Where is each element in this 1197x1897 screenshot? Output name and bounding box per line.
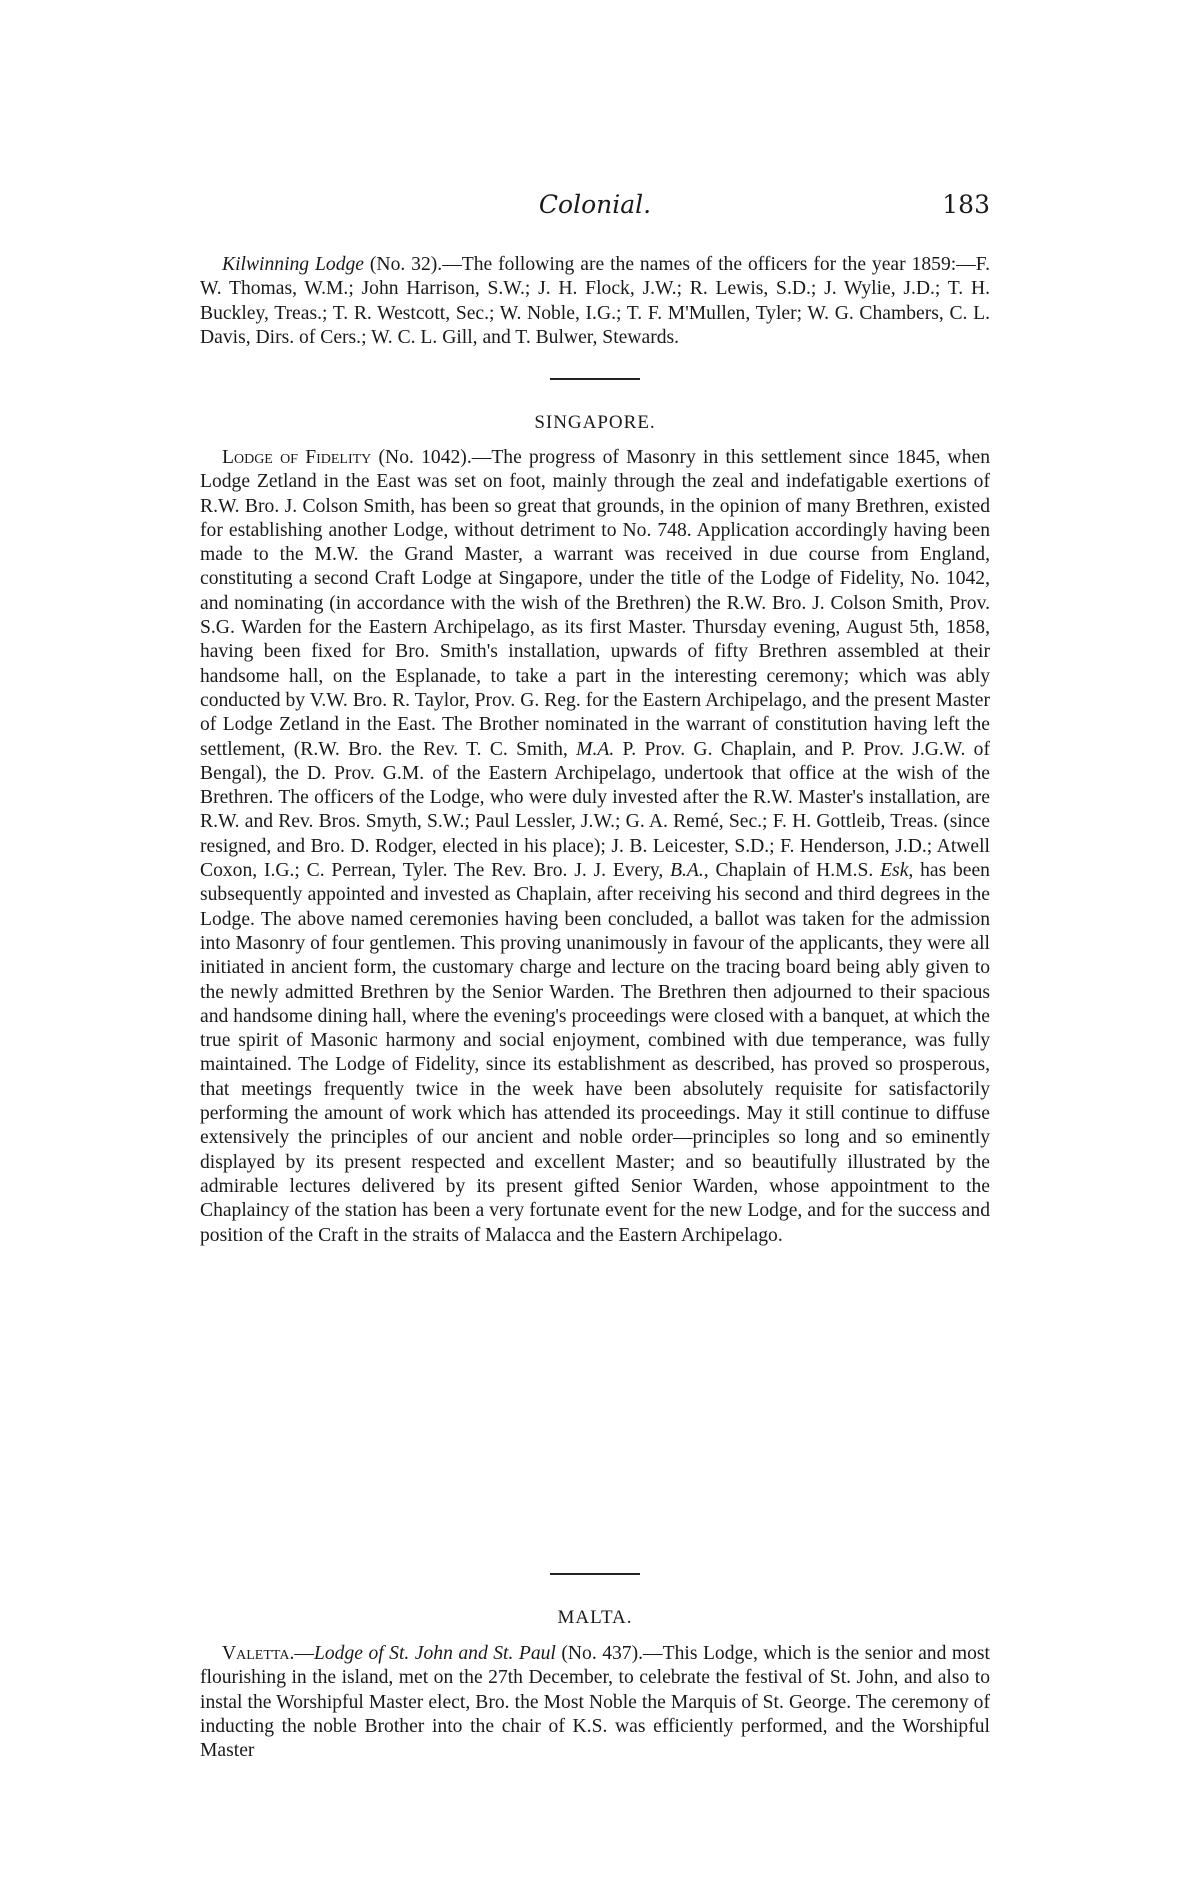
ship-name: Esk [880, 860, 909, 882]
malta-text: (No. 437).—This Lodge, which is the senior and most flourishing in the island, met on the 27th December, to celebrate the festival of St. John, and also to instal the Worshipful Master elect, Bro. the Most Noble the Marquis of St. George. The ceremony of inducting the noble Brother into the chair of K.S. was efficiently performed, and the Worshipful Master [200, 1643, 990, 1762]
singapore-text-1: (No. 1042).—The progress of Masonry in this settlement since 1845, when Lodge Zetland in the East was set on foot, mainly through the zeal and indefatigable exertions of R.W. Bro. J. Colson Smith, has been so great that grounds, in the opinion of many Brethren, existed for establishing another Lodge, without detriment to No. 748. Application accordingly having been made to the M.W. the Grand Master, a warrant was received in due course from England, constituting a second Craft Lodge at Singapore, under the title of the Lodge of Fidelity, No. 1042, and nominating (in accordance with the wish of the Brethren) the R.W. Bro. J. Colson Smith, Prov. S.G. Warden for the Eastern Archipelago, as its first Master. Thursday evening, August 5th, 1858, having been fixed for Bro. Smith's installation, upwards of fifty Brethren assembled at their handsome hall, on the Esplanade, to take a part in the interesting ceremony; which was ably conducted by V.W. Bro. R. Taylor, Prov. G. Reg. for the Eastern Archipelago, and the present Master of Lodge Zetland in the East. The Brother nominated in the warrant of constitution having left the settlement, (R.W. Bro. the Rev. T. C. Smith, [200, 447, 990, 760]
kilwinning-paragraph [200, 253, 990, 350]
page-number: 183 [942, 190, 990, 219]
running-head [200, 190, 990, 230]
section-divider [550, 1573, 640, 1575]
malta-dash: .— [289, 1643, 314, 1664]
singapore-text-4: , has been subsequently appointed and invested as Chaplain, after receiving his second and third degrees in the Lodge. The above named ceremonies having been concluded, a ballot was taken for the admission into Masonry of four gentlemen. This proving unanimously in favour of the applicants, they were all initiated in ancient form, the customary charge and lecture on the tracing board being ably given to the newly admitted Brethren by the Senior Warden. The Brethren then adjourned to their spacious and handsome dining hall, where the evening's proceedings were closed with a banquet, at which the true spirit of Masonic harmony and social enjoyment, combined with due temperance, was fully maintained. The Lodge of Fidelity, since its establishment as described, has proved so prosperous, that meetings frequently twice in the week have been absolutely requisite for satisfactorily performing the amount of work which has attended its proceedings. May it still continue to diffuse extensively the principles of our ancient and noble order—principles so long and so eminently displayed by its present respected and excellent Master; and so beautifully illustrated by the admirable lectures delivered by its present gifted Senior Warden, whose appointment to the Chaplaincy of the station has been a very fortunate event for the new Lodge, and for the success and position of the Craft in the straits of Malacca and the Eastern Archipelago. [200, 860, 990, 1246]
degree-ba: B.A. [670, 860, 704, 882]
singapore-paragraph [200, 446, 990, 1248]
degree-ma: M.A. [576, 738, 615, 760]
section-divider [550, 378, 640, 380]
kilwinning-text: (No. 32).—The following are the names of the officers for the year 1859:—F. W. Thomas, W.M.; John Harrison, S.W.; J. H. Flock, J.W.; R. Lewis, S.D.; J. Wylie, J.D.; T. H. Buckley, Treas.; T. R. Westcott, Sec.; W. Noble, I.G.; T. F. M'Mullen, Tyler; W. G. Chambers, C. L. Davis, Dirs. of Cers.; W. C. L. Gill, and T. Bulwer, Stewards. [200, 254, 991, 348]
section-heading-malta: MALTA. [557, 1607, 633, 1628]
malta-place-name: Valetta [222, 1643, 290, 1664]
singapore-text-3: , Chaplain of H.M.S. [703, 860, 881, 882]
section-heading-singapore: SINGAPORE. [534, 412, 656, 433]
singapore-lodge-name: Lodge of Fidelity [222, 447, 372, 468]
kilwinning-lodge-name: Kilwinning Lodge [222, 254, 364, 275]
malta-paragraph [200, 1642, 990, 1763]
malta-lodge-name: Lodge of St. John and St. Paul [313, 1643, 556, 1664]
running-title: Colonial. [538, 190, 652, 219]
singapore-text-2: P. Prov. G. Chaplain, and P. Prov. J.G.W. of Bengal), the D. Prov. G.M. of the Eastern Archipelago, undertook that office at the wish of the Brethren. The officers of the Lodge, who were duly invested after the R.W. Master's installation, are R.W. and Rev. Bros. Smyth, S.W.; Paul Lessler, J.W.; G. A. Remé, Sec.; F. H. Gottleib, Treas. (since resigned, and Bro. D. Rodger, elected in his place); J. B. Leicester, S.D.; F. Henderson, J.D.; Atwell Coxon, I.G.; C. Perrean, Tyler. The Rev. Bro. J. J. Every, [200, 738, 990, 882]
